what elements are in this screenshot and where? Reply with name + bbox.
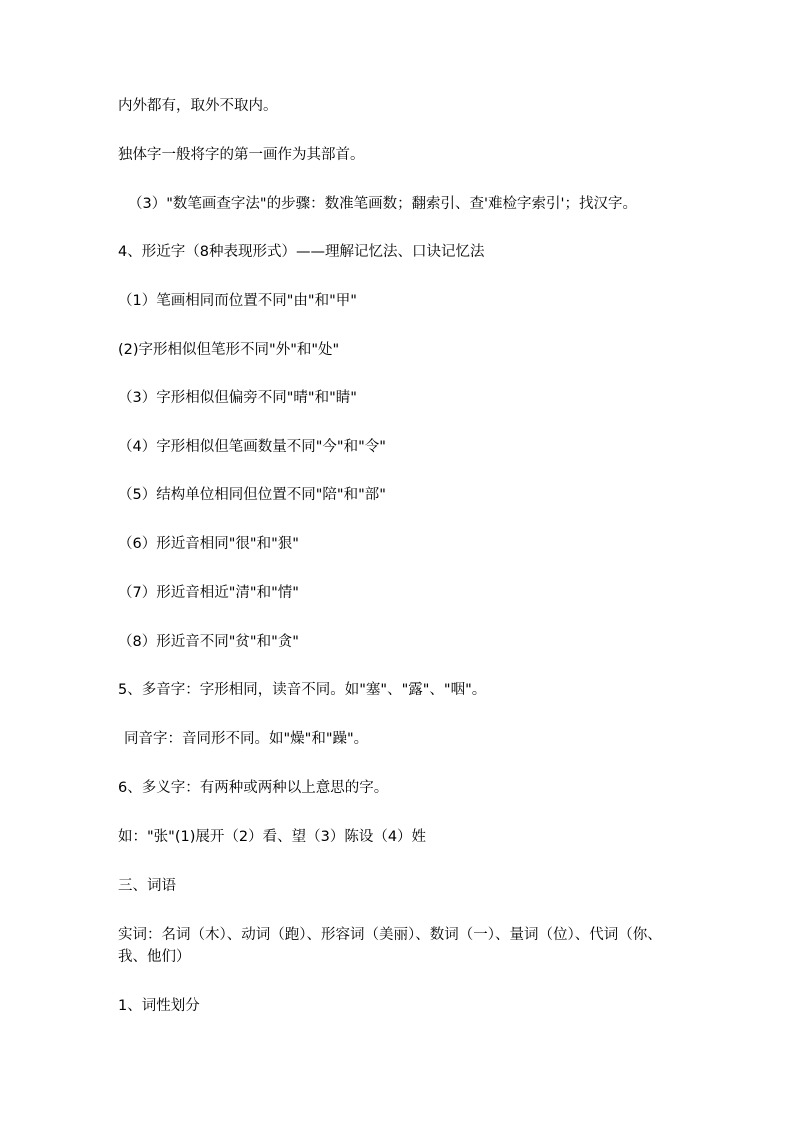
- text-line-8: （4）字形相似但笔画数量不同"今"和"令": [118, 439, 386, 455]
- text-line-7: （3）字形相似但偏旁不同"晴"和"睛": [118, 390, 357, 406]
- text-line-17: 三、词语: [118, 878, 176, 894]
- text-line-13: 5、多音字：字形相同，读音不同。如"塞"、"露"、"咽"。: [118, 682, 487, 698]
- text-line-4: 4、形近字（8种表现形式）——理解记忆法、口诀记忆法: [118, 244, 485, 260]
- text-line-6: (2)字形相似但笔形不同"外"和"处": [118, 342, 340, 358]
- text-line-14: 同音字：音同形不同。如"燥"和"躁"。: [124, 731, 369, 747]
- text-line-18: 实词：名词（木）、动词（跑）、形容词（美丽）、数词（一）、量词（位）、代词（你、我、他们）: [118, 927, 662, 965]
- text-line-12: （8）形近音不同"贫"和"贪": [118, 634, 299, 650]
- text-line-15: 6、多义字：有两种或两种以上意思的字。: [118, 780, 389, 796]
- text-line-19: 1、词性划分: [118, 998, 200, 1014]
- text-line-5: （1）笔画相同而位置不同"由"和"甲": [118, 293, 357, 309]
- text-line-3: （3）"数笔画查字法"的步骤：数准笔画数；翻索引、查'难检字索引'；找汉字。: [128, 196, 638, 212]
- text-line-10: （6）形近音相同"很"和"狠": [118, 536, 299, 552]
- text-line-11: （7）形近音相近"清"和"情": [118, 585, 299, 601]
- text-line-2: 独体字一般将字的第一画作为其部首。: [118, 147, 365, 163]
- text-line-1: 内外都有，取外不取内。: [118, 98, 278, 114]
- text-line-16: 如："张"(1)展开（2）看、望（3）陈设（4）姓: [118, 829, 427, 845]
- text-line-9: （5）结构单位相同但位置不同"陪"和"部": [118, 487, 386, 503]
